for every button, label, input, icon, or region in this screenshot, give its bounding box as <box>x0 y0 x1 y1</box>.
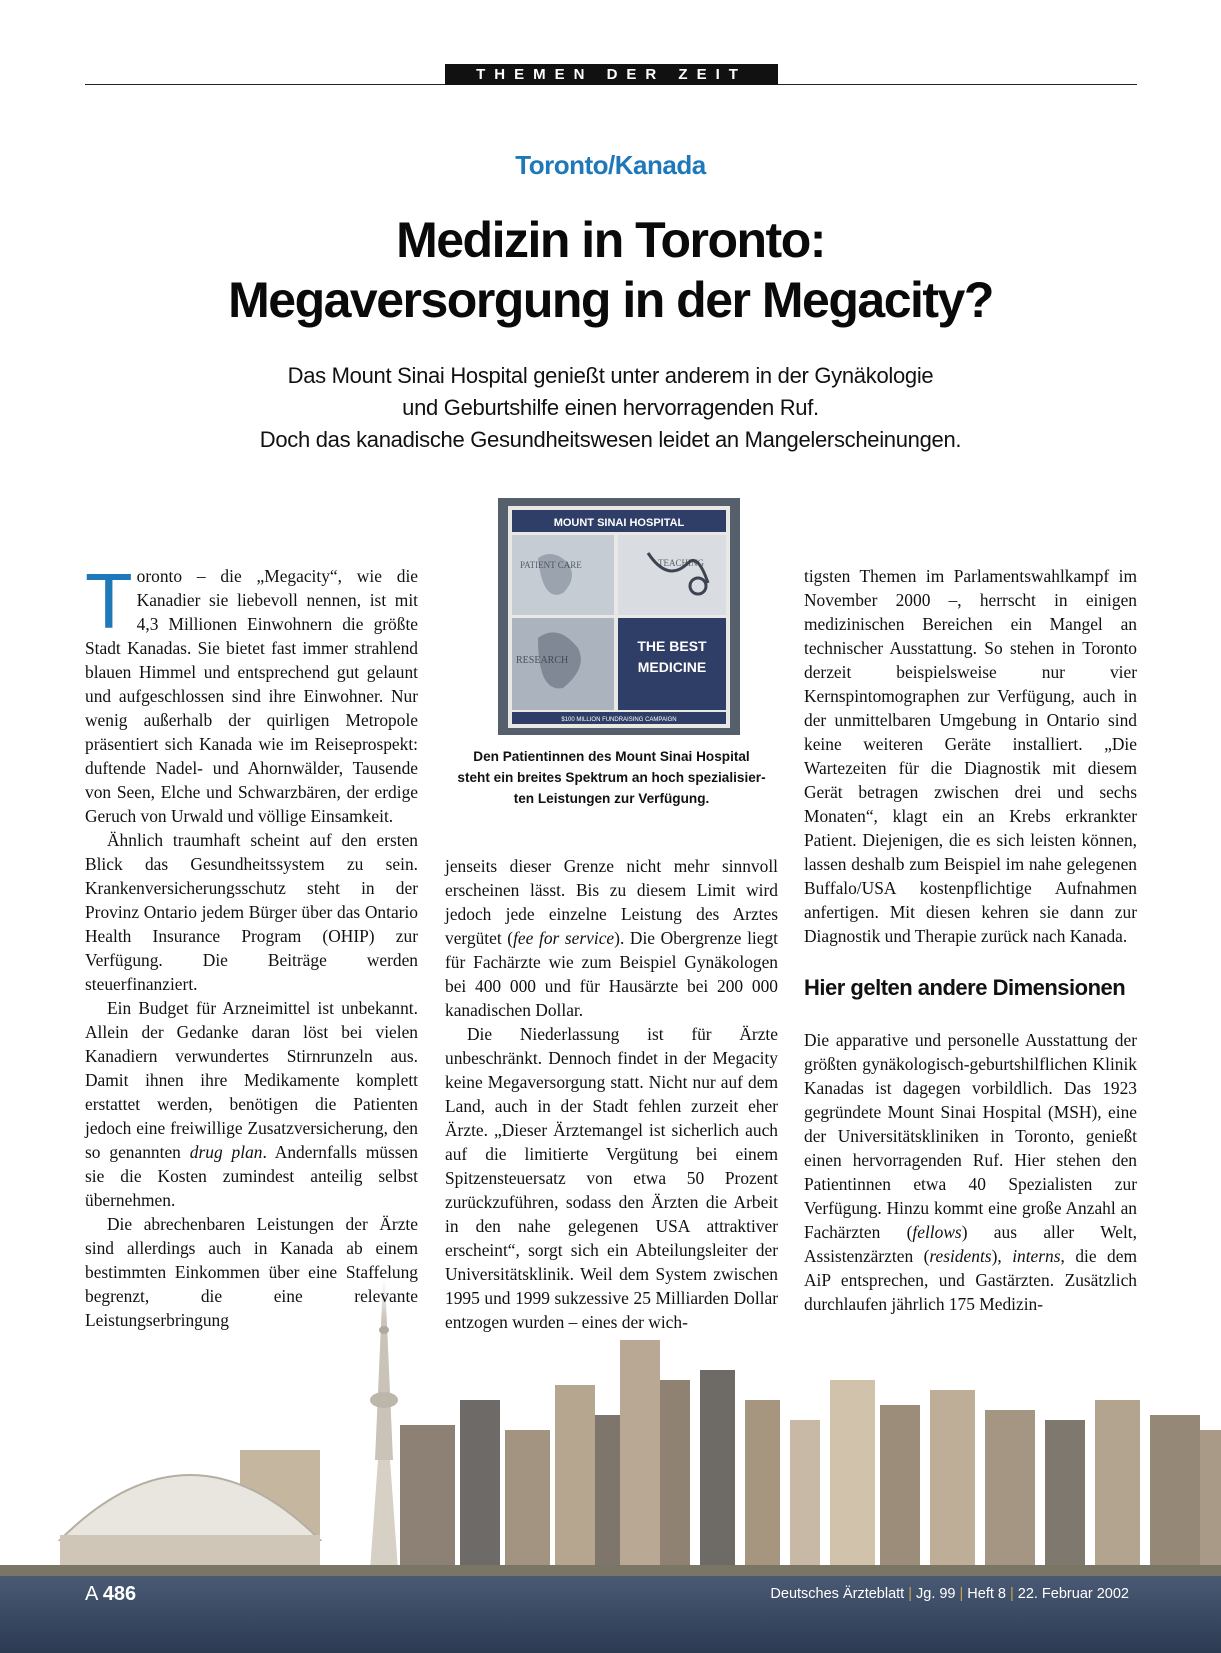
col1-paragraph-1-text: oronto – die „Megacity“, wie die Kanadier sie liebevoll nennen, ist mit 4,3 Millionen Einwohnern die größte Stadt Kanadas. Sie bietet fast immer strahlend blauen Himmel und entsprechend gut gelaunt und aufgeschlossen sind ihre Einwohner. Nur wenig außerhalb der quirligen Metropole präsentiert sich Kanada wie im Reiseprospekt: duftende Nadel- und Ahornwälder, Tausende von Seen, Elche und Schwarzbären, der erdige Geruch von Urwald und völlige Einsamkeit. <box>85 566 418 826</box>
separator: | <box>959 1586 964 1602</box>
col2-paragraph-2: Die Niederlassung ist für Ärzte unbeschränkt. Dennoch findet in der Megacity keine Megaversorgung statt. Nicht nur auf dem Land, auch in der Stadt fehlen zurzeit eher Ärzte. „Dieser Ärztemangel ist sicherlich auch auf die limitierte Vergütung bei einem Spitzensteuersatz von etwa 50 Prozent zurückzuführen, sodass den Ärzten die Arbeit in den nahe gelegenen USA attraktiver erscheint“, sorgt sich ein Abteilungsleiter der Universitätsklinik. Weil dem System zwischen 1995 und 1999 sukzessive 25 Milliarden Dollar entzogen wurden – eines der wich- <box>445 1024 778 1332</box>
article-column-2 <box>445 854 778 1334</box>
col1-paragraph-2: Ähnlich traumhaft scheint auf den ersten Blick das Gesundheitssystem zu sein. Krankenversicherungsschutz steht in der Provinz Ontario jedem Bürger über das Ontario Health Insurance Program (OHIP) zur Verfügung. Die Beiträge werden steuerfinanziert. <box>85 830 418 994</box>
col3-paragraph-1: tigsten Themen im Parlamentswahlkampf im November 2000 –, herrscht in einigen medizinischen Bereichen ein Mangel an technischer Ausstattung. So stehen in Toronto derzeit beispielsweise nur vier Kernspintomographen zur Verfügung, auch in der unmittelbaren Umgebung in Ontario sind keine weiteren Geräte installiert. „Die Wartezeiten für die Diagnostik mit diesem Gerät betragen zwischen drei und sechs Monaten“, klagt ein an Krebs erkrankter Patient. Diejenigen, die es sich leisten können, lassen deshalb zum Beispiel im nahe gelegenen Buffalo/USA kostenpflichtige Aufnahmen anfertigen. Mit diesen kehren sie dann zur Diagnostik und Therapie zurück nach Kanada. <box>804 566 1137 946</box>
col1-paragraph-3-text-a: Ein Budget für Arzneimittel ist unbekannt. Allein der Gedanke daran löst bei vielen Kanadiern verwundertes Stirnrunzeln aus. Damit ihnen ihre Medikamente komplett erstattet werden, benötigen die Patienten jedoch eine freiwillige Zusatzversicherung, den so genannten <box>85 998 418 1162</box>
journal-volume: Jg. 99 <box>916 1586 956 1602</box>
caption-line-1: Den Patientinnen des Mount Sinai Hospital <box>473 749 750 764</box>
col3-paragraph-2 <box>804 1028 1137 1316</box>
col3-paragraph-2-text-b: ) aus aller Welt, Assistenzärzten ( <box>804 1222 1137 1266</box>
page-number <box>85 1583 136 1606</box>
col1-paragraph-3-italic: drug plan <box>189 1142 263 1162</box>
section-tag: THEMEN DER ZEIT <box>445 64 778 85</box>
sign-title: MOUNT SINAI HOSPITAL <box>553 517 685 529</box>
hospital-sign-graphic <box>498 498 740 735</box>
drop-cap: T <box>85 557 133 645</box>
col3-paragraph-2-text-c: ), <box>991 1246 1013 1266</box>
col2-paragraph-1-text-b: ). Die Obergrenze liegt für Fachärzte wie zum Beispiel Gynäkologen bei 400 000 und für Hausärzte bei 200 000 kanadischen Dollar. <box>445 928 778 1020</box>
col2-paragraph-1-text-a: jenseits dieser Grenze nicht mehr sinnvoll erscheinen lässt. Bis zu diesem Limit wird jedoch jede einzelne Leistung des Arztes vergütet ( <box>445 856 778 948</box>
deck-line-1: Das Mount Sinai Hospital genießt unter anderem in der Gynäkologie <box>287 363 934 388</box>
journal-date: 22. Februar 2002 <box>1017 1586 1129 1602</box>
col1-paragraph-4: Die abrechenbaren Leistungen der Ärzte sind allerdings auch in Kanada ab einem bestimmten Einkommen über eine Staffelung begrenzt, die eine relevante Leistungserbringung <box>85 1214 418 1330</box>
headline-line-1: Medizin in Toronto: <box>396 212 825 268</box>
col1-paragraph-3-text-b: . Andernfalls müssen sie die Kosten zumindest anteilig selbst übernehmen. <box>85 1142 418 1210</box>
headline <box>0 210 1221 330</box>
photo-caption <box>445 746 778 809</box>
sign-slogan-line-1: THE BEST <box>637 638 707 654</box>
col3-italic-fellows: fellows <box>912 1222 962 1242</box>
separator: | <box>908 1586 912 1602</box>
col1-paragraph-3 <box>85 996 418 1212</box>
col3-italic-interns: interns <box>1012 1246 1061 1266</box>
caption-line-3: ten Leistungen zur Verfügung. <box>513 791 710 806</box>
journal-info <box>770 1586 1129 1602</box>
col2-paragraph-1 <box>445 854 778 1022</box>
deck-line-3: Doch das kanadische Gesundheitswesen leidet an Mangelerscheinungen. <box>259 427 962 452</box>
sign-campaign: $100 MILLION FUNDRAISING CAMPAIGN <box>561 717 677 723</box>
journal-name: Deutsches Ärzteblatt <box>770 1586 905 1602</box>
sign-slogan-line-2: MEDICINE <box>637 659 707 675</box>
sign-label-research: RESEARCH <box>516 655 569 666</box>
sign-label-teaching: TEACHING <box>658 558 704 568</box>
subheading: Hier gelten andere Dimensionen <box>804 975 1126 1000</box>
headline-line-2: Megaversorgung in der Megacity? <box>228 272 993 328</box>
col1-paragraph-1 <box>85 557 418 828</box>
page-prefix: A <box>85 1583 98 1605</box>
article-column-3 <box>804 564 1137 1316</box>
hospital-sign-photo <box>498 498 740 735</box>
caption-line-2: steht ein breites Spektrum an hoch spezialisier- <box>457 770 766 785</box>
article-column-1 <box>85 557 418 1332</box>
col2-paragraph-1-italic: fee for service <box>513 928 615 948</box>
sign-label-patient-care: PATIENT CARE <box>520 560 582 570</box>
deck <box>0 360 1221 456</box>
deck-line-2: und Geburtshilfe einen hervorragenden Ruf. <box>402 395 819 420</box>
col3-paragraph-2-text-d: , die dem AiP entsprechen, und Gastärzten. Zusätzlich durchlaufen jährlich 175 Medizin- <box>804 1246 1137 1314</box>
journal-issue: Heft 8 <box>967 1586 1006 1602</box>
page-number-value: 486 <box>102 1583 137 1605</box>
separator: | <box>1009 1586 1014 1602</box>
kicker: Toronto/Kanada <box>515 150 706 180</box>
col3-paragraph-2-text-a: Die apparative und personelle Ausstattung der größten gynäkologisch-geburtshilflichen Klinik Kanadas ist dagegen vorbildlich. Das 1923 gegründete Mount Sinai Hospital (MSH), eine der Universitätskliniken in Toronto, genießt einen hervorragenden Ruf. Hier stehen den Patientinnen etwa 40 Spezialisten zur Verfügung. Hinzu kommt eine große Anzahl an Fachärzten ( <box>804 1030 1137 1242</box>
col3-italic-residents: residents <box>929 1246 992 1266</box>
